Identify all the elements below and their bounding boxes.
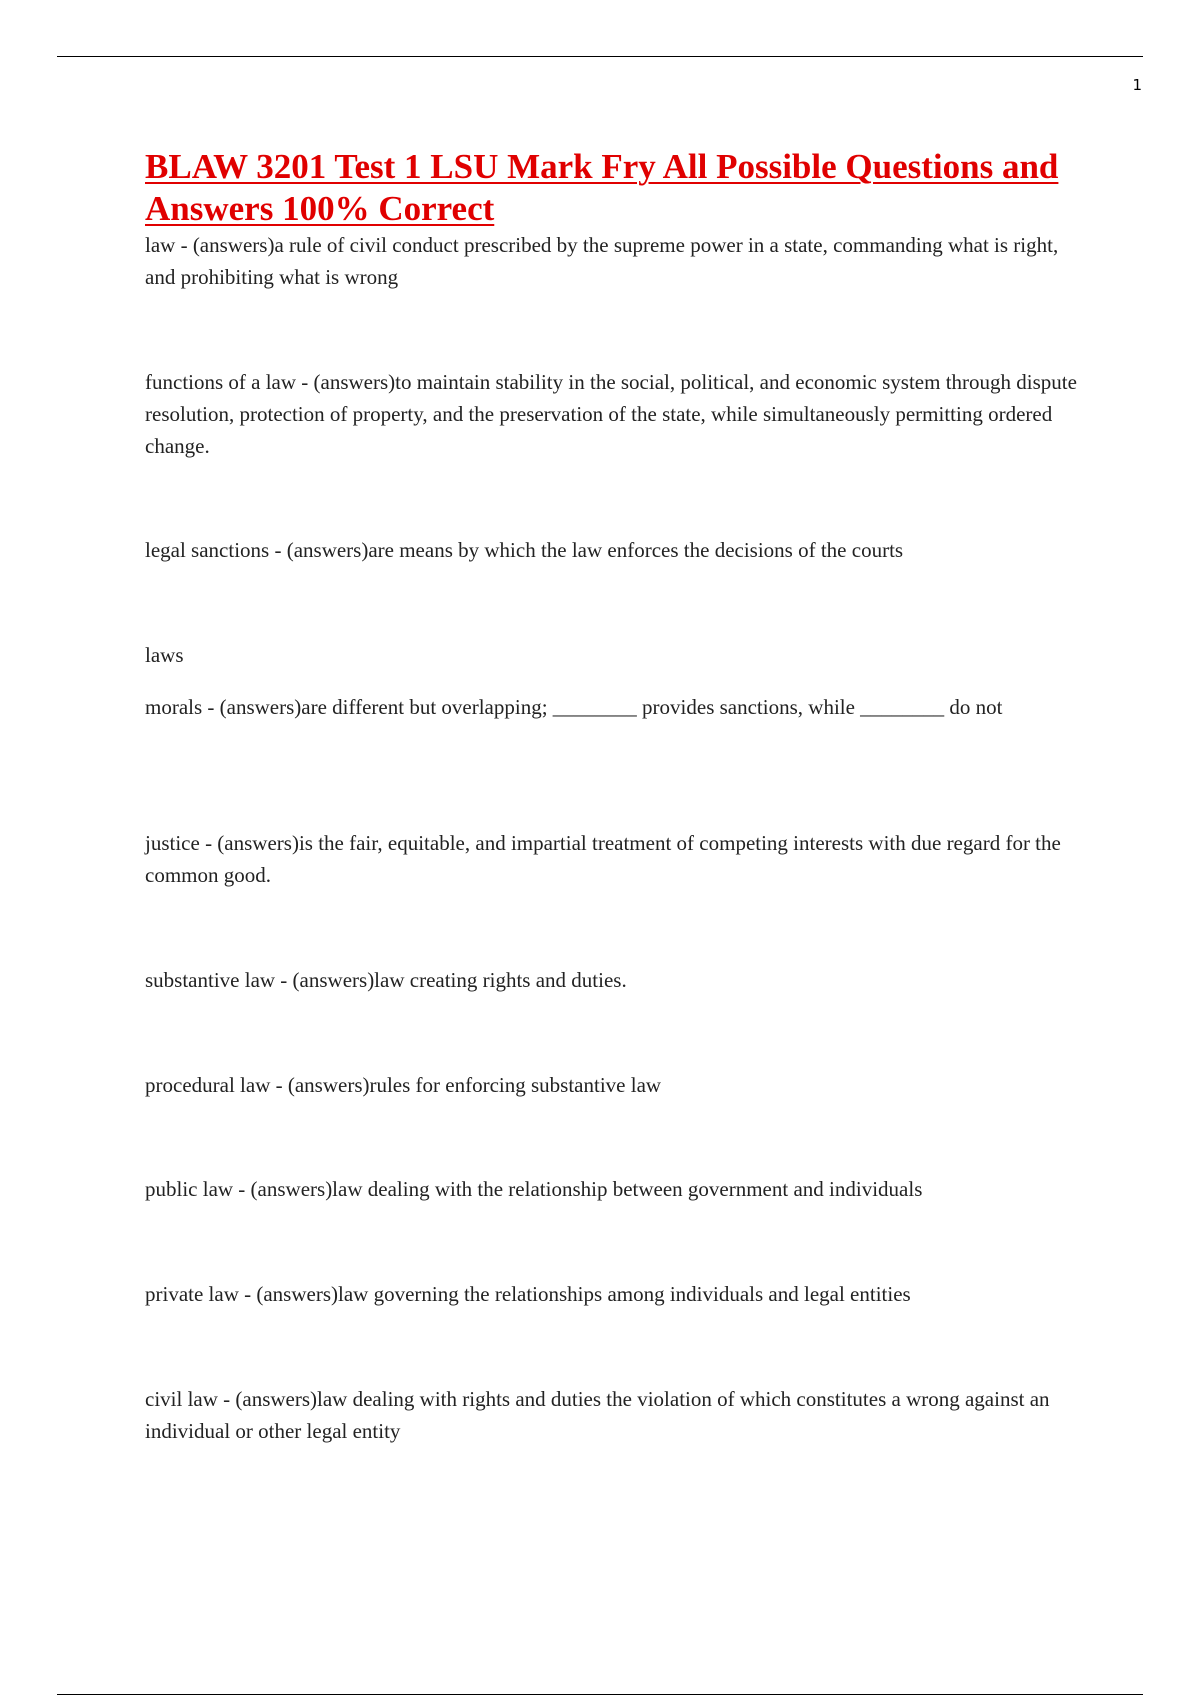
entry-morals: morals - (answers)are different but overlapping; ________ provides sanctions, while ________ do not [145, 695, 1003, 719]
header-divider [57, 56, 1143, 57]
entry-substantive-law: substantive law - (answers)law creating rights and duties. [145, 968, 627, 992]
entry-legal-sanctions: legal sanctions - (answers)are means by which the law enforces the decisions of the courts [145, 538, 904, 562]
page-number: 1 [1132, 76, 1142, 94]
entry-law: law - (answers)a rule of civil conduct prescribed by the supreme power in a state, commanding what is right, and prohibiting what is wrong [145, 233, 1059, 289]
entry-functions-of-law: functions of a law - (answers)to maintain stability in the social, political, and economic system through dispute resolution, protection of property, and the preservation of the state, while simultaneously permitting ordered change. [145, 370, 1077, 458]
entry-laws: laws [145, 643, 184, 667]
entry-public-law: public law - (answers)law dealing with the relationship between government and individuals [145, 1177, 923, 1201]
entry-procedural-law: procedural law - (answers)rules for enforcing substantive law [145, 1073, 662, 1097]
entry-private-law: private law - (answers)law governing the relationships among individuals and legal entities [145, 1282, 911, 1306]
entry-justice: justice - (answers)is the fair, equitable, and impartial treatment of competing interests with due regard for the common good. [145, 831, 1061, 887]
entry-civil-law: civil law - (answers)law dealing with rights and duties the violation of which constitutes a wrong against an individual or other legal entity [145, 1387, 1050, 1443]
footer-divider [57, 1694, 1143, 1695]
document-title: BLAW 3201 Test 1 LSU Mark Fry All Possible Questions and Answers 100% Correct [145, 147, 1059, 228]
